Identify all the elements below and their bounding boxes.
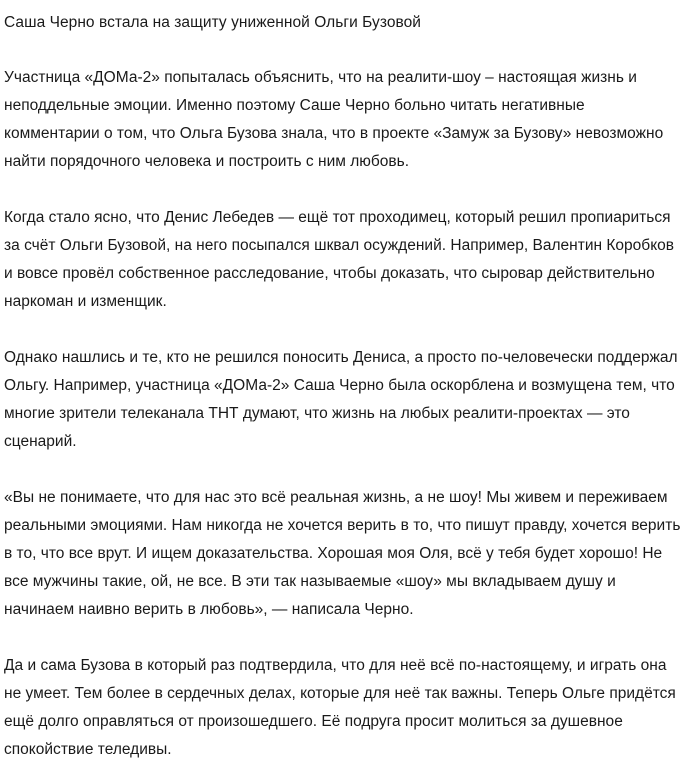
article-paragraph: Участница «ДОМа-2» попыталась объяснить, что на реалити-шоу – настоящая жизнь и неподдельные эмоции. Именно поэтому Саше Черно больно читать негативные комментарии о том, что Ольга Бузова знала, что в проекте «Замуж за Бузову» невозможно найти порядочного человека и построить с ним любовь. [4, 69, 664, 170]
article-body [4, 64, 683, 764]
article-paragraph: Когда стало ясно, что Денис Лебедев — ещё тот проходимец, который решил пропиариться за счёт Ольги Бузовой, на него посыпался шквал осуждений. Например, Валентин Коробков и вовсе провёл собственное расследование, чтобы доказать, что сыровар действительно наркоман и изменщик. [4, 209, 675, 310]
page-title: Саша Черно встала на защиту униженной Ольги Бузовой [4, 14, 421, 31]
article-paragraph: Однако нашлись и те, кто не решился поносить Дениса, а просто по-человечески поддержал Ольгу. Например, участница «ДОМа-2» Саша Черно была оскорблена и возмущена тем, что многие зрители телеканала ТНТ думают, что жизнь на любых реалити-проектах — это сценарий. [4, 349, 678, 450]
article-paragraph: Да и сама Бузова в который раз подтвердила, что для неё всё по-настоящему, и играть она не умеет. Тем более в сердечных делах, которые для неё так важны. Теперь Ольге придётся ещё долго оправляться от произошедшего. Её подруга просит молиться за душевное спокойствие теледивы. [4, 657, 676, 758]
article-paragraph-quote: «Вы не понимаете, что для нас это всё реальная жизнь, а не шоу! Мы живем и переживаем реальными эмоциями. Нам никогда не хочется верить в то, что пишут правду, хочется верить в то, что все врут. И ищем доказательства. Хорошая моя Оля, всё у тебя будет хорошо! Не все мужчины такие, ой, не все. В эти так называемые «шоу» мы вкладываем душу и начинаем наивно верить в любовь», — написала Черно. [4, 489, 681, 618]
